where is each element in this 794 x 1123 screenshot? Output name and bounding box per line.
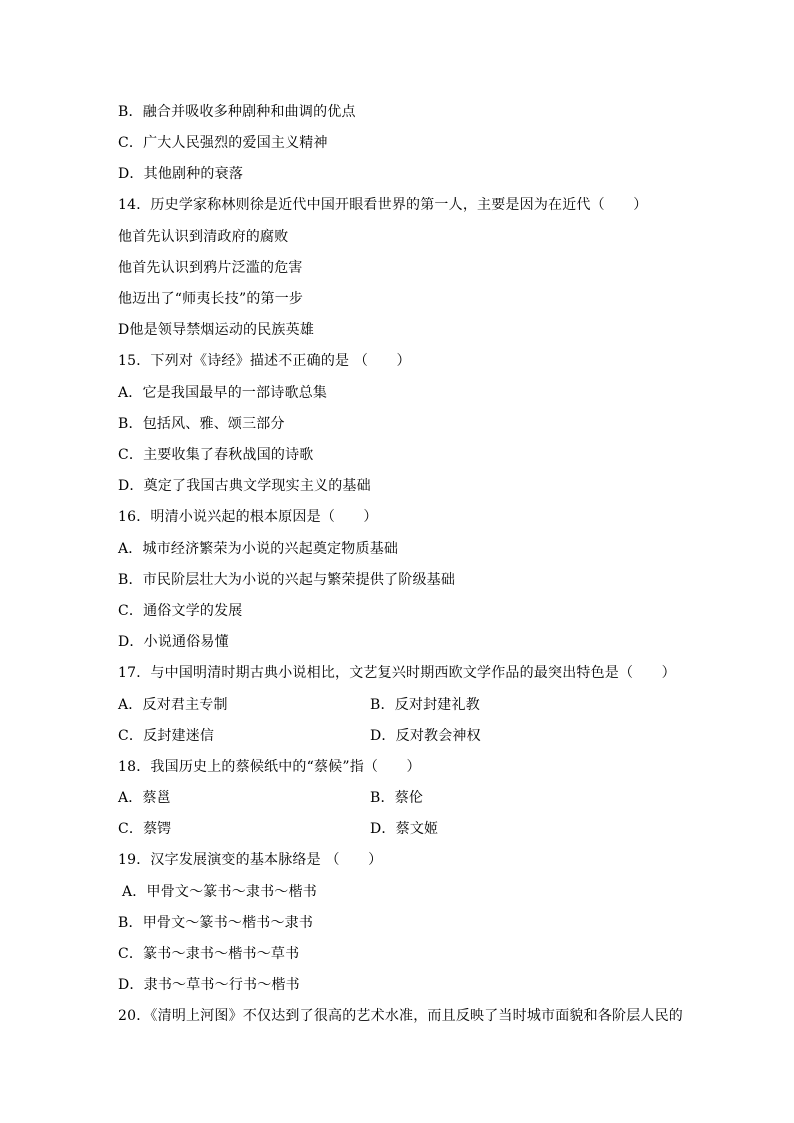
question-14: 14．历史学家称林则徐是近代中国开眼看世界的第一人，主要是因为在近代（ ） [118,197,648,213]
option-17d: D．反对教会神权 [370,728,481,744]
option-18c: C．蔡锷 [118,821,172,837]
option-15c: C．主要收集了春秋战国的诗歌 [118,447,314,463]
option-15b: B．包括风、雅、颂三部分 [118,416,285,432]
option-17c: C．反封建迷信 [118,728,215,744]
option-19d: D．隶书～草书～行书～楷书 [118,977,300,993]
question-15: 15．下列对《诗经》描述不正确的是 （ ） [118,353,411,369]
option-15d: D．奠定了我国古典文学现实主义的基础 [118,478,371,494]
option-16d: D．小说通俗易懂 [118,634,229,650]
option-14b: 他首先认识到鸦片泛滥的危害 [118,260,303,276]
option-18a: A．蔡邕 [118,790,171,806]
option-19c: C．篆书～隶书～楷书～草书 [118,946,300,962]
question-20: 20．《清明上河图》不仅达到了很高的艺术水准，而且反映了当时城市面貌和各阶层人民的 [118,1008,684,1024]
option-13d: D．其他剧种的衰落 [118,166,244,182]
option-14c: 他迈出了“师夷长技”的第一步 [118,291,304,307]
option-16b: B．市民阶层壮大为小说的兴起与繁荣提供了阶级基础 [118,572,456,588]
option-15a: A．它是我国最早的一部诗歌总集 [118,385,328,401]
question-19: 19．汉字发展演变的基本脉络是 （ ） [118,852,383,868]
option-17b: B．反对封建礼教 [370,697,480,713]
option-13b: B．融合并吸收多种剧种和曲调的优点 [118,104,356,120]
option-18d: D．蔡文姬 [370,821,439,837]
option-19b: B．甲骨文～篆书～楷书～隶书 [118,915,314,931]
option-14a: 他首先认识到清政府的腐败 [118,229,289,245]
option-14d: D他是领导禁烟运动的民族英雄 [118,322,315,338]
option-17a: A．反对君主专制 [118,697,228,713]
option-16a: A．城市经济繁荣为小说的兴起奠定物质基础 [118,541,399,557]
option-19a: A．甲骨文～篆书～隶书～楷书 [122,884,317,900]
question-18: 18．我国历史上的蔡候纸中的“蔡候”指（ ） [118,759,421,775]
option-16c: C．通俗文学的发展 [118,603,243,619]
question-17: 17．与中国明清时期古典小说相比，文艺复兴时期西欧文学作品的最突出特色是（ ） [118,665,676,681]
option-18b: B．蔡伦 [370,790,424,806]
question-16: 16．明清小说兴起的根本原因是（ ） [118,509,378,525]
option-13c: C．广大人民强烈的爱国主义精神 [118,135,328,151]
